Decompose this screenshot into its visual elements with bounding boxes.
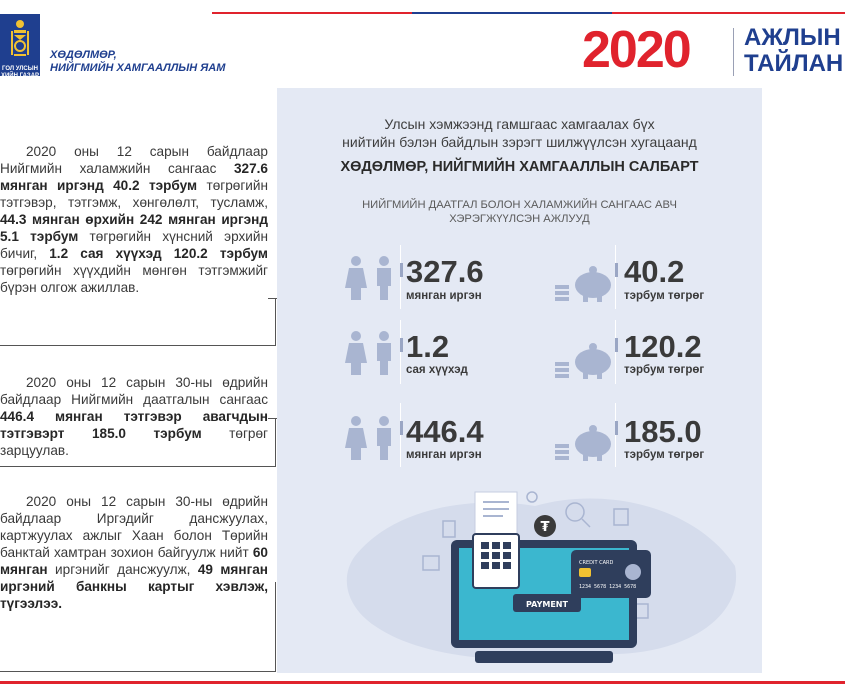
connector-line (275, 418, 276, 466)
paragraph-emphasis: 60 мянган (0, 545, 268, 577)
header-divider (733, 28, 734, 76)
accent-tick (615, 263, 618, 277)
stat-value: 327.6 (406, 254, 484, 289)
paragraph-text: 2020 оны 12 сарын 30-ны өдрийн байдлаар Нийгмийн даатгалын сангаас (0, 375, 268, 407)
paragraph-emphasis: 1.2 сая хүүхэд 120.2 тэрбум (49, 246, 268, 261)
credit-card-number: 1234 5678 1234 5678 (579, 584, 637, 590)
ministry-line-2: НИЙГМИЙН ХАМГААЛЛЫН ЯАМ (50, 62, 226, 74)
stat-separator (400, 245, 401, 309)
stat-separator (615, 403, 616, 467)
credit-card-label: CREDIT CARD (579, 560, 614, 566)
stat-value: 185.0 (624, 414, 702, 449)
top-line-red-2 (612, 12, 845, 14)
emblem-text: ГОЛ УЛСЫН ХИЙН ГАЗАР (0, 66, 40, 79)
ministry-name (50, 49, 225, 75)
soyombo-icon (0, 14, 40, 62)
paragraph-emphasis: 44.3 мянган өрхийн 242 мянган иргэнд 5.1 тэрбум (0, 212, 268, 244)
stat-unit: мянган иргэн (406, 290, 482, 302)
accent-tick (400, 421, 403, 435)
connector-line (0, 671, 276, 672)
connector-line (275, 582, 276, 672)
report-title (744, 25, 843, 77)
paragraph-text: 2020 оны 12 сарын байдлаар Нийгмийн халамжийн сангаас (0, 144, 268, 176)
paragraph-emphasis: 446.4 мянган тэтгэвэр авагчдын тэтгэвэрт 185.0 тэрбум (0, 409, 268, 441)
accent-tick (400, 338, 403, 352)
accent-tick (400, 263, 403, 277)
accent-tick (615, 338, 618, 352)
stat-unit: мянган иргэн (406, 449, 482, 461)
stat-value: 120.2 (624, 329, 702, 364)
people-icon (340, 330, 402, 376)
panel-caption-2: ХЭРЭГЖҮҮЛСЭН АЖЛУУД (449, 213, 590, 225)
stat-separator (615, 245, 616, 309)
stat-value: 446.4 (406, 414, 484, 449)
top-line-blue (412, 12, 612, 14)
report-title-line-2: ТАЙЛАН (744, 50, 844, 77)
accent-tick (615, 421, 618, 435)
state-emblem-logo (0, 14, 40, 79)
report-year: 2020 (582, 21, 690, 79)
stat-value: 40.2 (624, 254, 685, 289)
panel-subtitle-2: нийтийн бэлэн байдлын зэрэгт шилжүүлсэн хугацаанд (342, 134, 697, 150)
piggy-bank-icon (553, 424, 615, 462)
piggy-bank-icon (553, 342, 615, 380)
stat-unit: сая хүүхэд (406, 364, 468, 376)
report-title-line-1: АЖЛЫН (744, 24, 841, 51)
stat-unit: тэрбум төгрөг (624, 364, 705, 376)
stat-separator (615, 320, 616, 384)
paragraph-text: иргэнийг дансжуулж, (47, 562, 198, 577)
settings-icon (527, 492, 537, 502)
payment-illustration (335, 476, 755, 668)
panel-title: ХӨДӨЛМӨР, НИЙГМИЙН ХАМГААЛЛЫН САЛБАРТ (340, 159, 699, 175)
ministry-line-1: ХӨДӨЛМӨР, (50, 49, 117, 61)
paragraph-insurance (0, 374, 268, 459)
paragraph-text: төгрөгийн тэтгэвэр, тэтгэмж, хөнгөлөлт, тусламж, (0, 178, 268, 210)
connector-line (0, 466, 276, 467)
stat-separator (400, 320, 401, 384)
paragraph-text: 2020 оны 12 сарын 30-ны өдрийн байдлаар Иргэдийг дансжуулах, картжуулах ажлыг Хаан болон Төрийн банктай хамтран зохион байгуулж нийт (0, 494, 268, 560)
stat-unit: тэрбум төгрөг (624, 449, 705, 461)
payment-label: PAYMENT (526, 600, 568, 609)
panel-caption-1: НИЙГМИЙН ДААТГАЛ БОЛОН ХАЛАМЖИЙН САНГААС АВЧ (362, 199, 677, 211)
people-icon (340, 255, 402, 301)
connector-line (0, 345, 276, 346)
paragraph-emphasis: 49 мянган иргэний банкны картыг хэвлэж, түгээлээ. (0, 562, 268, 611)
connector-line (275, 298, 276, 346)
paragraph-text: төгрөгийн хүнсний эрхийн бичиг, (0, 229, 268, 261)
top-line-red (212, 12, 412, 14)
monitor-base (475, 651, 613, 663)
paragraph-welfare (0, 143, 268, 296)
stat-value: 1.2 (406, 329, 450, 364)
panel-subtitle-1: Улсын хэмжээнд гамшгаас хамгаалах бүх (384, 116, 655, 132)
paragraph-text: төгрөг зарцуулав. (0, 426, 268, 458)
stat-separator (400, 403, 401, 467)
piggy-bank-icon (553, 265, 615, 303)
stat-unit: тэрбум төгрөг (624, 290, 705, 302)
card-chip (579, 568, 591, 577)
people-icon (340, 415, 402, 461)
paragraph-text: төгрөгийн хүүхдийн мөнгөн тэтгэмжийг бүрэн олгож ажиллав. (0, 263, 268, 295)
paragraph-banking (0, 493, 268, 612)
card-logo (625, 564, 641, 580)
paragraph-emphasis: 327.6 мянган иргэнд 40.2 тэрбум (0, 161, 268, 193)
currency-symbol: ₮ (540, 520, 550, 535)
